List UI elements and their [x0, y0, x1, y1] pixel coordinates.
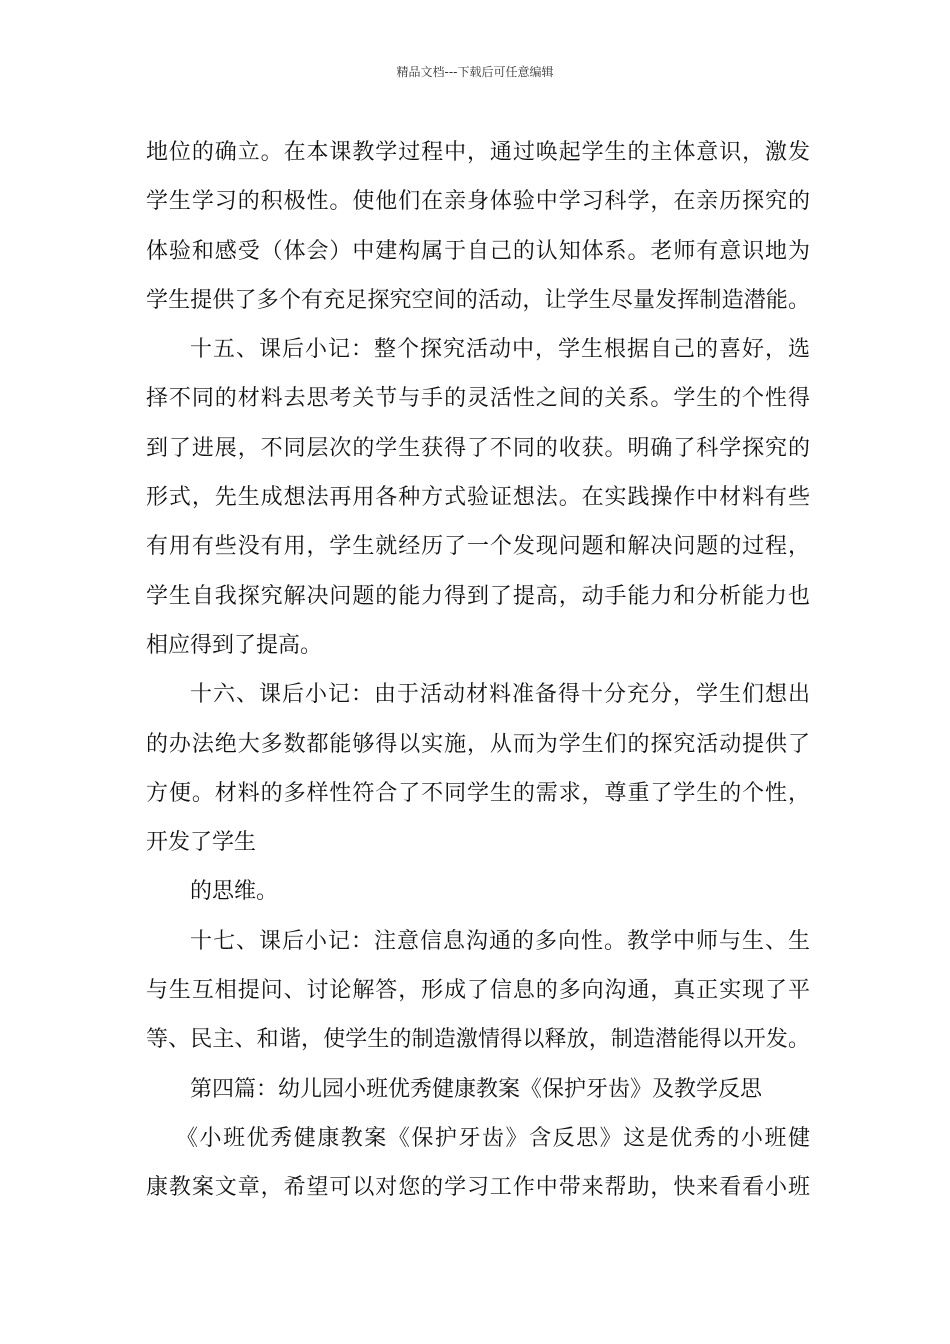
document-body [146, 128, 810, 1213]
text-line: 的办法绝大多数都能够得以实施，从而为学生们的探究活动提供了 [146, 731, 810, 757]
text-line: 十六、课后小记：由于活动材料准备得十分充分，学生们想出 [190, 682, 810, 708]
text-line: 第四篇：幼儿园小班优秀健康教案《保护牙齿》及教学反思 [190, 1076, 763, 1102]
page-header: 精品文档---下载后可任意编辑 [396, 65, 554, 79]
text-line: 有用有些没有用，学生就经历了一个发现问题和解决问题的过程， [146, 534, 810, 560]
text-line: 相应得到了提高。 [146, 632, 323, 658]
text-line: 到了进展，不同层次的学生获得了不同的收获。明确了科学探究的 [146, 435, 810, 461]
text-line: 地位的确立。在本课教学过程中，通过唤起学生的主体意识，激发 [146, 140, 810, 165]
text-line: 学生学习的积极性。使他们在亲身体验中学习科学，在亲历探究的 [146, 189, 810, 215]
text-line: 等、民主、和谐，使学生的制造激情得以释放，制造潜能得以开发。 [146, 1027, 810, 1053]
text-line: 《小班优秀健康教案《保护牙齿》含反思》这是优秀的小班健 [176, 1125, 810, 1151]
text-line: 形式，先生成想法再用各种方式验证想法。在实践操作中材料有些 [146, 485, 810, 511]
text-line: 十五、课后小记：整个探究活动中，学生根据自己的喜好，选 [190, 337, 810, 363]
text-line: 方便。材料的多样性符合了不同学生的需求，尊重了学生的个性， [146, 780, 810, 806]
text-line: 学生自我探究解决问题的能力得到了提高，动手能力和分析能力也 [146, 583, 810, 609]
text-line: 体验和感受（体会）中建构属于自己的认知体系。老师有意识地为 [146, 238, 810, 264]
text-line: 择不同的材料去思考关节与手的灵活性之间的关系。学生的个性得 [146, 386, 810, 412]
text-line: 开发了学生 [146, 830, 257, 856]
text-line: 康教案文章，希望可以对您的学习工作中带来帮助，快来看看小班 [146, 1175, 810, 1201]
text-line: 的思维。 [190, 879, 279, 905]
text-line: 与生互相提问、讨论解答，形成了信息的多向沟通，真正实现了平 [146, 978, 810, 1004]
text-line: 十七、课后小记：注意信息沟通的多向性。教学中师与生、生 [190, 928, 810, 954]
text-line: 学生提供了多个有充足探究空间的活动，让学生尽量发挥制造潜能。 [146, 287, 810, 313]
